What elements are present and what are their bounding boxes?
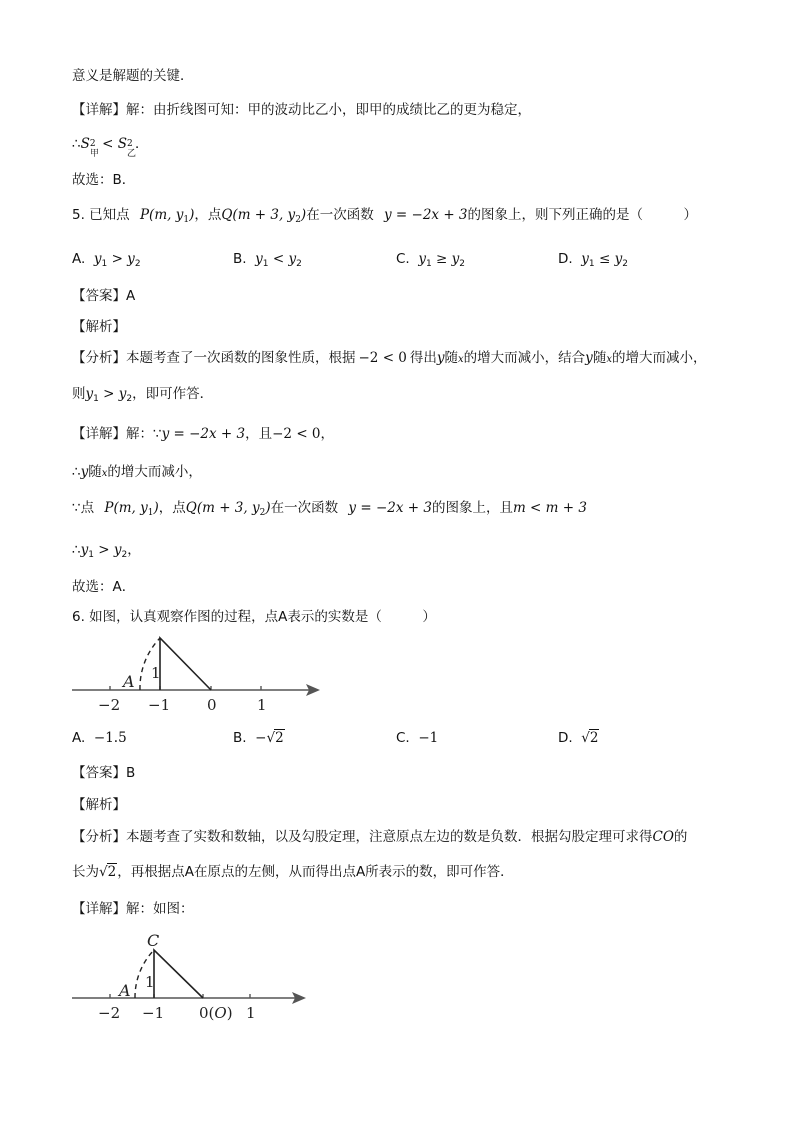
answer-line: 【答案】B (72, 765, 136, 781)
inequality-line: ∴S 2 甲 < S 2 乙 ． (72, 136, 149, 159)
tick-label: −1 (142, 1004, 165, 1022)
detail-line: 【详解】解：如图： (72, 901, 194, 917)
detail-line: ∴y随x的增大而减小， (72, 464, 202, 480)
option-d: D. $y_1 \le y_2$ (558, 251, 628, 269)
fenxi-line: 【分析】本题考查了一次函数的图象性质，根据 −2 < 0 得出y随x的增大而减小，结合y随x的增大而减小， (72, 350, 707, 366)
tick-label: −2 (98, 1004, 121, 1022)
option-b: B. −√2 (233, 730, 284, 746)
detail-line: ∵点 P(m, $y_1$)，点Q(m + 3, $y_2$)在一次函数 y = −2x + 3的图象上，且m < m + 3 (72, 500, 587, 518)
text-line: 故选：A． (72, 579, 136, 595)
side-label: 1 (145, 973, 155, 991)
point-label-a: A (123, 672, 135, 691)
number-line-figure-2 (68, 930, 318, 1024)
tick-label: −2 (98, 696, 121, 714)
option-a: A. −1.5 (72, 730, 127, 746)
option-c: C. −1 (396, 730, 439, 746)
tick-label: −1 (148, 696, 171, 714)
tick-label: 1 (246, 1004, 256, 1022)
question-6-stem: 6. 如图，认真观察作图的过程，点A表示的实数是（ ） (72, 609, 436, 625)
option-a: A. $y_1 > y_2$ (72, 251, 141, 269)
analysis-heading: 【解析】 (72, 319, 126, 335)
right-triangle (154, 950, 203, 998)
detail-line: $\therefore y_1 > y_2$， (72, 542, 141, 560)
side-label: 1 (151, 664, 161, 682)
detail-line: 【详解】解：∵y = −2x + 3，且−2 < 0， (72, 426, 335, 442)
right-triangle (160, 638, 211, 690)
number-line-figure (68, 634, 328, 716)
option-d: D. √2 (558, 730, 599, 746)
text-line: 【详解】解：由折线图可知：甲的波动比乙小，即甲的成绩比乙的更为稳定， (72, 102, 531, 118)
text-line: 意义是解题的关键． (72, 68, 194, 84)
option-c: C. $y_1 \ge y_2$ (396, 251, 465, 269)
question-5-stem: 5. 已知点 P(m, $y_1$)，点Q(m + 3, $y_2$)在一次函数 y = −2x + 3的图象上，则下列正确的是（ ） (72, 207, 698, 225)
tick-label: 1 (257, 696, 267, 714)
tick-label: 0(O) (199, 1004, 233, 1022)
tick-label: 0 (207, 696, 217, 714)
analysis-heading: 【解析】 (72, 797, 126, 813)
point-label-a: A (119, 981, 131, 1000)
option-b: B. $y_1 < y_2$ (233, 251, 302, 269)
fenxi-line: 【分析】本题考查了实数和数轴，以及勾股定理，注意原点左边的数是负数．根据勾股定理可求得CO的 (72, 829, 688, 845)
text-line: 故选：B． (72, 172, 136, 188)
fenxi-line-2: 长为√2，再根据点A在原点的左侧，从而得出点A所表示的数，即可作答． (72, 864, 514, 880)
point-label-c: C (147, 931, 160, 950)
answer-line: 【答案】A (72, 288, 136, 304)
fenxi-line-2: 则$y_1 > y_2$，即可作答． (72, 386, 214, 404)
